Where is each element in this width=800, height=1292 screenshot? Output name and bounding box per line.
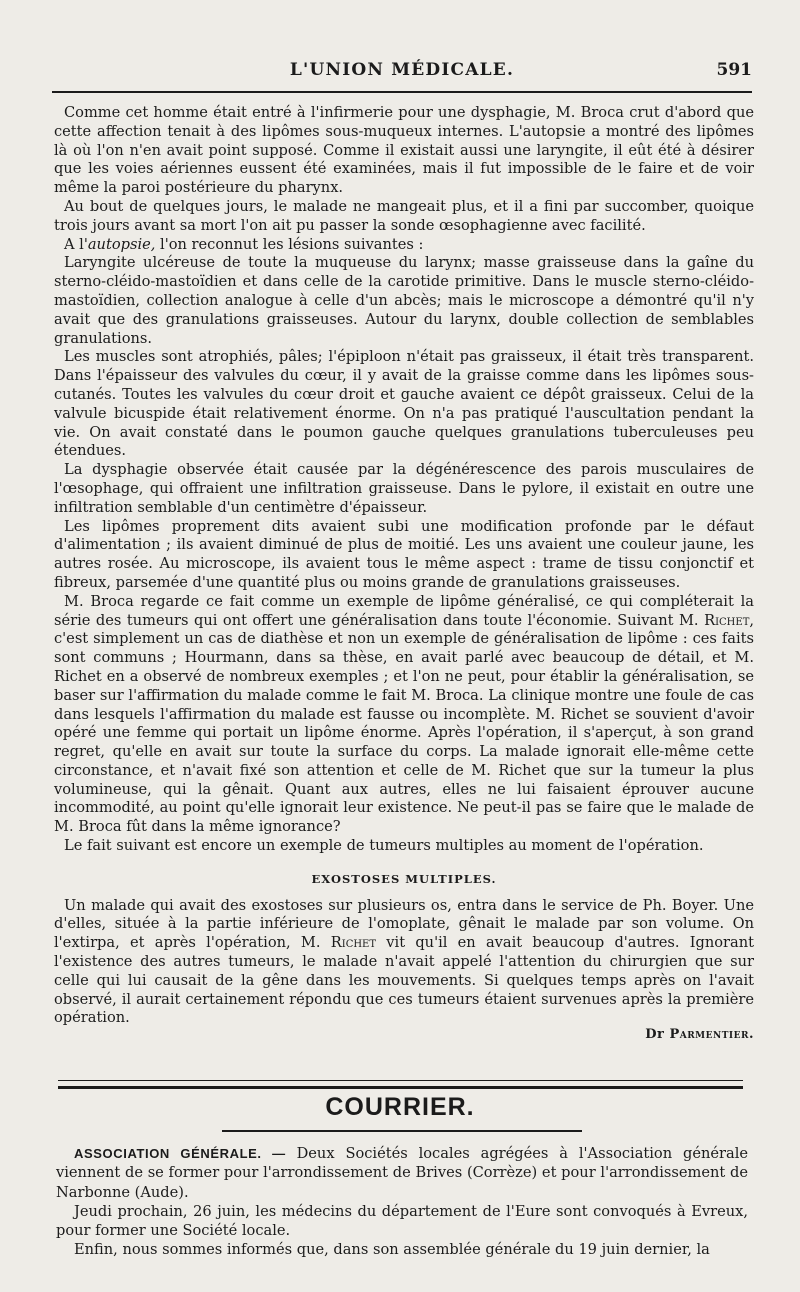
paragraph: Au bout de quelques jours, le malade ne mangeait plus, et il a fini par succomber, quoique trois jours avant sa mort l'on ait pu passer la sonde œsophagienne avec facilité. — [54, 197, 754, 234]
paragraph: Les lipômes proprement dits avaient subi une modification profonde par le défaut d'alimentation ; ils avaient diminué de plus de moitié. Les uns avaient une couleur jaune, les autres rosée. Au microscope, ils avaient tous le même aspect : trame de tissu conjonctif et fibreux, parsemée d'une quantité plus ou moins grande de granulations graisseuses. — [54, 517, 754, 591]
richet-name: Richet — [704, 611, 750, 629]
broca-text-2: , c'est simplement un cas de diathèse et non un exemple de généralisation de lipôme : ces faits sont communs ; Hourmann, dans sa thèse, en avait parlé avec beaucoup de détail, et M. Richet en a observé de nombreux exemples ; et l'on ne peut, pour établir la généralisation, se baser sur l'affirmation du malade comme le fait M. Broca. La clinique montre une foule de cas dans lesquels l'affirmation du malade est fausse ou incomplète. M. Richet se souvient d'avoir opéré une femme qui portait un lipôme énorme. Après l'opération, il s'aperçut, à son grand regret, qu'elle en avait sur toute la surface du corps. La malade ignorait elle-même cette circonstance, et n'avait fixé son attention et celle de M. Richet que sur la tumeur la plus volumineuse, qui la gênait. Quant aux autres, elles ne lui faisaient éprouver aucune incommodité, au point qu'elle ignorait leur existence. Ne peut-il pas se faire que le malade de M. Broca fût dans la même ignorance? — [54, 611, 754, 836]
autopsy-intro-end: l'on reconnut les lésions suivantes : — [155, 235, 424, 253]
article-body — [54, 104, 754, 1045]
exostoses-text-2: vit qu'il en avait beaucoup d'autres. Ignorant l'existence des autres tumeurs, le malade n'avait appelé l'attention du chirurgien que sur celle qui lui causait de la gêne dans les mouvements. Si quelques temps après on l'avait observé, il aurait certainement répondu que ces tumeurs étaient survenues après la première opération. — [54, 934, 754, 1027]
section-subheading: EXOSTOSES MULTIPLES. — [311, 871, 497, 886]
courrier-heading: COURRIER. — [325, 1093, 475, 1121]
paragraph — [54, 897, 754, 1029]
exostoses-text-1: Un malade qui avait des exostoses sur plusieurs os, entra dans le service de Ph. Boyer. Une d'elles, située à la partie inférieure de l'omoplate, gênait le malade par son volume. On l'extirpa, et après l'opération, M. — [54, 896, 754, 952]
author-signature — [54, 1026, 754, 1045]
paragraph: Le fait suivant est encore un exemple de tumeurs multiples au moment de l'opération. — [64, 837, 704, 855]
autopsy-intro-start: A l' — [64, 235, 88, 253]
paragraph — [56, 1144, 748, 1202]
paragraph: Comme cet homme était entré à l'infirmerie pour une dysphagie, M. Broca crut d'abord que cette affection tenait à des lipômes sous-muqueux internes. L'autopsie a montré des lipômes là où l'on n'en avait point supposé. Comme il existait aussi une laryngite, il eût été à désirer que les voies aériennes eussent été examinées, mais il fut impossible de le faire et de voir même la paroi postérieure du pharynx. — [54, 104, 754, 197]
paragraph: Jeudi prochain, 26 juin, les médecins du département de l'Eure sont convoqués à Evreux, pour former une Société locale. — [56, 1202, 748, 1240]
section-divider — [58, 1080, 743, 1089]
paragraph: Enfin, nous sommes informés que, dans son assemblée générale du 19 juin dernier, la — [74, 1241, 710, 1259]
running-header — [52, 58, 752, 88]
paragraph — [54, 236, 754, 255]
journal-title: L'UNION MÉDICALE. — [289, 60, 515, 80]
association-lead: ASSOCIATION GÉNÉRALE. — — [74, 1146, 286, 1161]
signature-prefix: Dr — [645, 1027, 670, 1043]
richet-name-2: Richet — [330, 934, 377, 952]
page-number: 591 — [716, 60, 752, 80]
autopsy-word: autopsie, — [87, 235, 156, 253]
paragraph: Laryngite ulcéreuse de toute la muqueuse du larynx; masse graisseuse dans la gaîne du sterno-cléido-mastoïdien et dans celle de la carotide primitive. Dans le muscle sterno-cléido-mastoïdien, collection analogue à celle d'un abcès; mais le microscope a démontré qu'il n'y avait que des granulations graisseuses. Autour du larynx, double collection de semblables granulations. — [54, 254, 754, 347]
courrier-body — [56, 1144, 748, 1260]
heading-rule — [222, 1130, 582, 1132]
paragraph: Les muscles sont atrophiés, pâles; l'épiploon n'était pas graisseux, il était très transparent. Dans l'épaisseur des valvules du cœur, il y avait de la graisse comme dans les lipômes sous-cutanés. Toutes les valvules du cœur droit et gauche avaient ce dépôt graisseux. Celui de la valvule bicuspide était relativement énorme. On n'a pas pratiqué l'auscultation pendant la vie. On avait constaté dans le poumon gauche quelques granulations tuberculeuses peu étendues. — [54, 348, 754, 460]
association-text: Deux Sociétés locales agrégées à l'Association générale viennent de se former pour l'arrondissement de Brives (Corrèze) et pour l'arrondissement de Narbonne (Aude). — [56, 1145, 748, 1201]
signature-name: Parmentier. — [669, 1027, 754, 1043]
header-rule — [52, 91, 752, 93]
paragraph — [54, 593, 754, 837]
paragraph: La dysphagie observée était causée par la dégénérescence des parois musculaires de l'œsophage, qui offraient une infiltration graisseuse. Dans le pylore, il existait en outre une infiltration semblable d'un centimètre d'épaisseur. — [54, 461, 754, 516]
broca-text-1: M. Broca regarde ce fait comme un exemple de lipôme généralisé, ce qui compléterait la série des tumeurs qui ont offert une généralisation dans toute l'économie. Suivant M. — [54, 592, 754, 629]
